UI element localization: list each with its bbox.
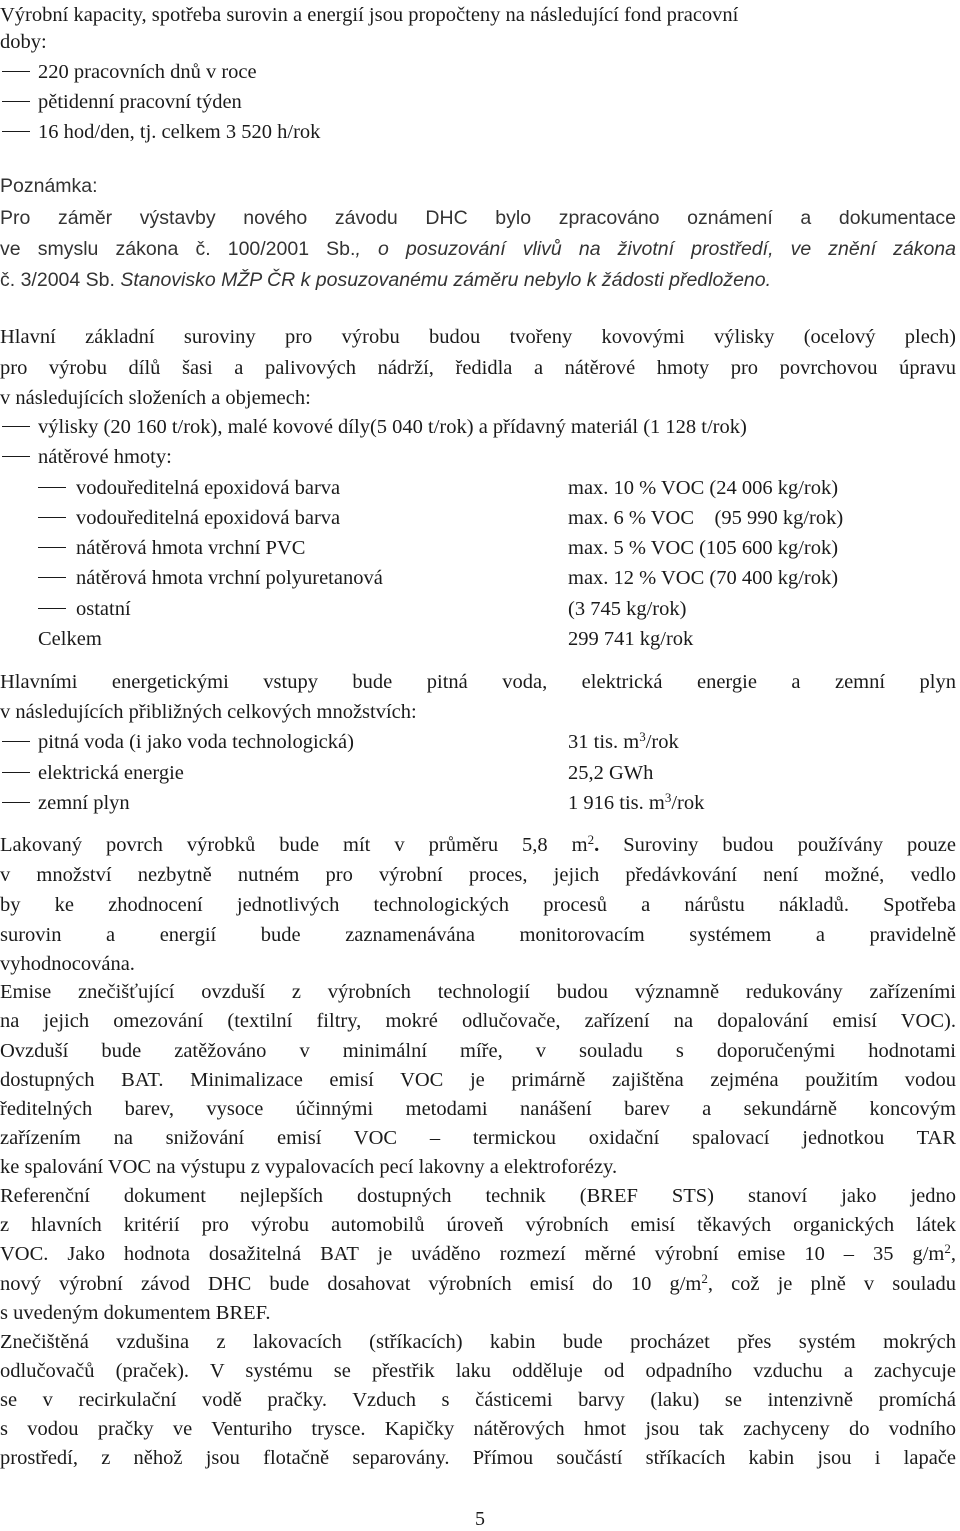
paragraph-line: se v recirkulační vodě pračky. Vzduch s částicemi barvy (laku) se intenzivně promíchá: [0, 1389, 956, 1411]
energy-value: 25,2 GWh: [568, 762, 654, 784]
dash-bullet: [2, 456, 30, 457]
list-item: [0, 117, 956, 147]
energy-exponent: 3: [664, 790, 672, 805]
paint-row: [0, 594, 956, 624]
paragraph-line: ke spalování VOC na výstupu z vypalovacích pecí lakovny a elektroforézy.: [0, 1156, 618, 1178]
paragraph-line: surovin a energií bude zaznamenávána monitorovacím systémem a pravidelně: [0, 924, 956, 946]
dash-bullet: [2, 71, 30, 72]
list-item-text: 220 pracovních dnů v roce: [38, 61, 257, 83]
paragraph-line: [0, 1269, 956, 1299]
dash-bullet: [2, 131, 30, 132]
total-row: [0, 624, 956, 654]
energy-label: zemní plyn: [38, 792, 130, 814]
energy-line-1: Hlavními energetickými vstupy bude pitná voda, elektrická energie a zemní plyn: [0, 671, 956, 693]
paragraph-line: vyhodnocována.: [0, 953, 135, 975]
dash-bullet: [38, 608, 66, 609]
raw-line-2: pro výrobu dílů šasi a palivových nádrží, ředidla a nátěrové hmoty pro povrchovou úpravu: [0, 357, 956, 379]
paragraph-line: odlučovačů (praček). V systému se přestřik laku odděluje od odpadního vzduchu a zachycuje: [0, 1360, 956, 1382]
total-value: 299 741 kg/rok: [568, 628, 694, 650]
energy-label: elektrická energie: [38, 762, 184, 784]
paint-value: max. 6 % VOC (95 990 kg/rok): [568, 507, 844, 529]
exponent: 2: [701, 1271, 708, 1286]
paint-name: nátěrová hmota vrchní polyuretanová: [76, 567, 383, 589]
exponent: 2: [587, 832, 595, 847]
paragraph-line: Emise znečišťující ovzduší z výrobních technologií budou významně redukovány zařízeními: [0, 981, 956, 1003]
note-heading: Poznámka:: [0, 175, 98, 197]
energy-label: pitná voda (i jako voda technologická): [38, 731, 354, 753]
note-line-2-plain: ve smyslu zákona č. 100/2001 Sb.: [0, 238, 356, 260]
dash-bullet: [2, 741, 30, 742]
energy-row: [0, 788, 956, 818]
text-run: Lakovaný povrch výrobků bude mít v průměru 5,8 m: [0, 834, 588, 856]
energy-exponent: 3: [639, 729, 646, 744]
text-run: nový výrobní závod DHC bude dosahovat výrobních emisí do 10 g/m: [0, 1273, 702, 1295]
total-label: Celkem: [38, 628, 102, 650]
energy-line-2: v následujících přibližných celkových množstvích:: [0, 701, 417, 723]
paint-name: nátěrová hmota vrchní PVC: [76, 537, 306, 559]
dash-bullet: [2, 101, 30, 102]
intro-line-2: doby:: [0, 31, 47, 53]
dash-bullet: [38, 487, 66, 488]
paragraph-line: v množství nezbytně nutném pro výrobní proces, jejich předávkování není možné, vedlo: [0, 864, 956, 886]
paragraph-line: s uvedeným dokumentem BREF.: [0, 1302, 271, 1324]
intro-line-1: Výrobní kapacity, spotřeba surovin a energií jsou propočteny na následující fond pracovní: [0, 4, 739, 26]
paint-row: [0, 473, 956, 503]
list-item: [0, 442, 956, 472]
paragraph-line: Ovzduší bude zatěžováno v minimální míře, v souladu s doporučenými hodnotami: [0, 1040, 956, 1062]
text-run: Suroviny budou používány pouze: [599, 834, 956, 856]
list-item-text: výlisky (20 160 t/rok), malé kovové díly(5 040 t/rok) a přídavný materiál (1 128 t/rok): [38, 416, 747, 438]
energy-value-text: 31 tis. m: [568, 731, 640, 753]
paragraph-line: by ke zhodnocení jednotlivých technologických procesů a nárůstu nákladů. Spotřeba: [0, 894, 956, 916]
list-item: [0, 57, 956, 87]
paint-name: vodouředitelná epoxidová barva: [76, 477, 341, 499]
note-line-2: [0, 234, 956, 264]
page-number: 5: [475, 1508, 485, 1530]
paragraph-line: [0, 830, 956, 860]
paragraph-line: ředitelných barev, vysoce účinnými metodami nanášení barev a sekundárně koncovým: [0, 1098, 956, 1120]
paint-value: max. 5 % VOC (105 600 kg/rok): [568, 537, 839, 559]
list-item-text: pětidenní pracovní týden: [38, 91, 242, 113]
raw-line-3: v následujících složeních a objemech:: [0, 387, 311, 409]
paint-name: ostatní: [76, 598, 131, 620]
paragraph-line: zařízením na snižování emisí VOC – termickou oxidační spalovací jednotkou TAR: [0, 1127, 956, 1149]
dash-bullet: [2, 772, 30, 773]
note-line-3: [0, 265, 956, 295]
paint-name: vodouředitelná epoxidová barva: [76, 507, 341, 529]
list-item-text: nátěrové hmoty:: [38, 446, 172, 468]
energy-value-text: 1 916 tis. m: [568, 792, 665, 814]
paragraph-line: na jejich omezování (textilní filtry, mokré odlučovače, zařízení na dopalování emisí VOC).: [0, 1010, 956, 1032]
list-item: [0, 87, 956, 117]
paragraph-line: dostupných BAT. Minimalizace emisí VOC je primárně zajištěna zejména použitím vodou: [0, 1069, 956, 1091]
paragraph-line: prostředí, z něhož jsou flotačně separovány. Přímou součástí stříkacích kabin jsou i lapače: [0, 1447, 956, 1469]
energy-unit: /rok: [645, 731, 679, 753]
paint-value: (3 745 kg/rok): [568, 598, 687, 620]
paint-row: [0, 563, 956, 593]
dash-bullet: [38, 547, 66, 548]
dash-bullet: [38, 517, 66, 518]
exponent: 2: [944, 1241, 951, 1256]
dash-bullet: [38, 577, 66, 578]
energy-value: [568, 788, 704, 818]
energy-row: [0, 758, 956, 788]
raw-line-1: Hlavní základní suroviny pro výrobu budou tvořeny kovovými výlisky (ocelový plech): [0, 326, 956, 348]
text-run: VOC. Jako hodnota dosažitelná BAT je uváděno rozmezí měrné výrobní emise 10 – 35 g/m: [0, 1243, 945, 1265]
dash-bullet: [2, 426, 30, 427]
paragraph-line: Referenční dokument nejlepších dostupných technik (BREF STS) stanoví jako jedno: [0, 1185, 956, 1207]
text-run: , což je plně v souladu: [707, 1273, 956, 1295]
paragraph-line: z hlavních kritérií pro výrobu automobilů úroveň výrobních emisí těkavých organických látek: [0, 1214, 956, 1236]
energy-unit: /rok: [671, 792, 705, 814]
paint-value: max. 10 % VOC (24 006 kg/rok): [568, 477, 839, 499]
energy-value: [568, 727, 679, 757]
paragraph-line: Znečištěná vzdušina z lakovacích (stříkacích) kabin bude procházet přes systém mokrých: [0, 1331, 956, 1353]
paragraph-line: [0, 1239, 956, 1269]
note-line-2-italic: , o posuzování vlivů na životní prostředí, ve znění zákona: [355, 238, 956, 260]
paint-value: max. 12 % VOC (70 400 kg/rok): [568, 567, 839, 589]
note-line-3-italic: Stanovisko MŽP ČR k posuzovanému záměru nebylo k žádosti předloženo.: [114, 269, 772, 291]
list-item-text: 16 hod/den, tj. celkem 3 520 h/rok: [38, 121, 321, 143]
paragraph-line: s vodou pračky ve Venturiho trysce. Kapičky nátěrových hmot jsou tak zachyceny do vodního: [0, 1418, 956, 1440]
paint-row: [0, 533, 956, 563]
text-run: ,: [950, 1243, 956, 1265]
text-run: .: [594, 834, 600, 856]
dash-bullet: [2, 802, 30, 803]
energy-row: [0, 727, 956, 757]
list-item: [0, 412, 956, 442]
note-line-3-plain: č. 3/2004 Sb.: [0, 269, 115, 291]
note-line-1: Pro záměr výstavby nového závodu DHC bylo zpracováno oznámení a dokumentace: [0, 207, 956, 229]
paint-row: [0, 503, 956, 533]
